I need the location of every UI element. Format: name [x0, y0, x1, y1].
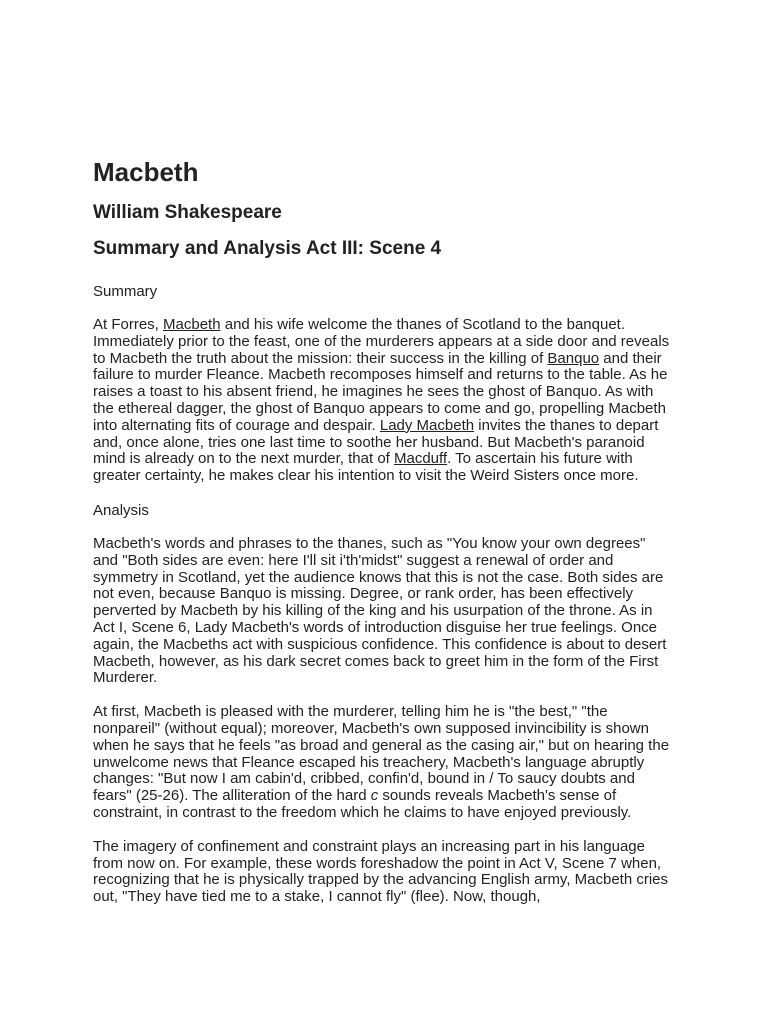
summary-text: and their failure to murder Fleance. Macbeth recomposes himself and returns to the table. As he raises a toast to his absent friend, he imagines he sees the ghost of Banquo. As with the ethereal dagger, the ghost of Banquo appears to come and go, propelling Macbeth into alternating fits of courage and despair. — [93, 349, 668, 434]
link-macbeth[interactable]: Macbeth — [163, 316, 221, 333]
summary-text: invites the thanes to depart and, once alone, tries one last time to soothe her husband. But Macbeth's paranoid mind is already on to the next murder, that of — [93, 416, 659, 468]
summary-text: . To ascertain his future with greater certainty, he makes clear his intention to visit the Weird Sisters once more. — [93, 450, 639, 485]
summary-label: Summary — [93, 283, 158, 300]
analysis-paragraph-1: Macbeth's words and phrases to the thanes, such as "You know your own degrees" and "Both sides are even: here I'll sit i'th'midst" suggest a renewal of order and symmetry in Scotland, yet the audience knows that this is not the case. Both sides are not even, because Banquo is missing. Degree, or rank order, has been effectively perverted by Macbeth by his killing of the king and his usurpation of the throne. As in Act I, Scene 6, Lady Macbeth's words of introduction disguise her true feelings. Once again, the Macbeths act with suspicious confidence. This confidence is about to desert Macbeth, however, as his dark secret comes back to greet him in the form of the First Murderer. — [93, 534, 667, 687]
summary-text: At Forres, — [93, 316, 164, 333]
link-banquo[interactable]: Banquo — [547, 349, 600, 367]
summary-text: and his wife welcome the thanes of Scotland to the banquet. Immediately prior to the feast, one of the murderers appears at a side door and reveals to Macbeth the truth about the mission: their success in the killing of — [93, 316, 670, 367]
italic-letter: c — [370, 787, 379, 805]
document-title: Macbeth — [93, 157, 199, 187]
author-heading: William Shakespeare — [93, 202, 282, 223]
link-macduff[interactable]: Macduff — [394, 450, 448, 468]
analysis-text: sounds reveals Macbeth's sense of constraint, in contrast to the freedom which he claims to have enjoyed previously. — [93, 787, 632, 821]
document-page — [93, 155, 673, 923]
analysis-text: At first, Macbeth is pleased with the murderer, telling him he is "the best," "the nonpareil" (without equal); moreover, Macbeth's own supposed invincibility is shown when he says that he feels "as broad and general as the casing air," but on hearing the unwelcome news that Fleance escaped his treachery, Macbeth's language abruptly changes: "But now I am cabin'd, cribbed, confin'd, bound in / To saucy doubts and fears" (25-26). The alliteration of the hard — [93, 703, 670, 805]
link-lady-macbeth[interactable]: Lady Macbeth — [379, 416, 475, 434]
analysis-paragraph-2 — [93, 704, 673, 822]
analysis-label: Analysis — [93, 501, 149, 519]
summary-paragraph — [93, 317, 673, 485]
analysis-paragraph-3: The imagery of confinement and constraint plays an increasing part in his language from now on. For example, these words foreshadow the point in Act V, Scene 7 when, recognizing that he is physically trapped by the advancing English army, Macbeth cries out, "They have tied me to a stake, I cannot fly" (flee). Now, though, — [93, 837, 669, 906]
section-heading: Summary and Analysis Act III: Scene 4 — [93, 238, 442, 259]
